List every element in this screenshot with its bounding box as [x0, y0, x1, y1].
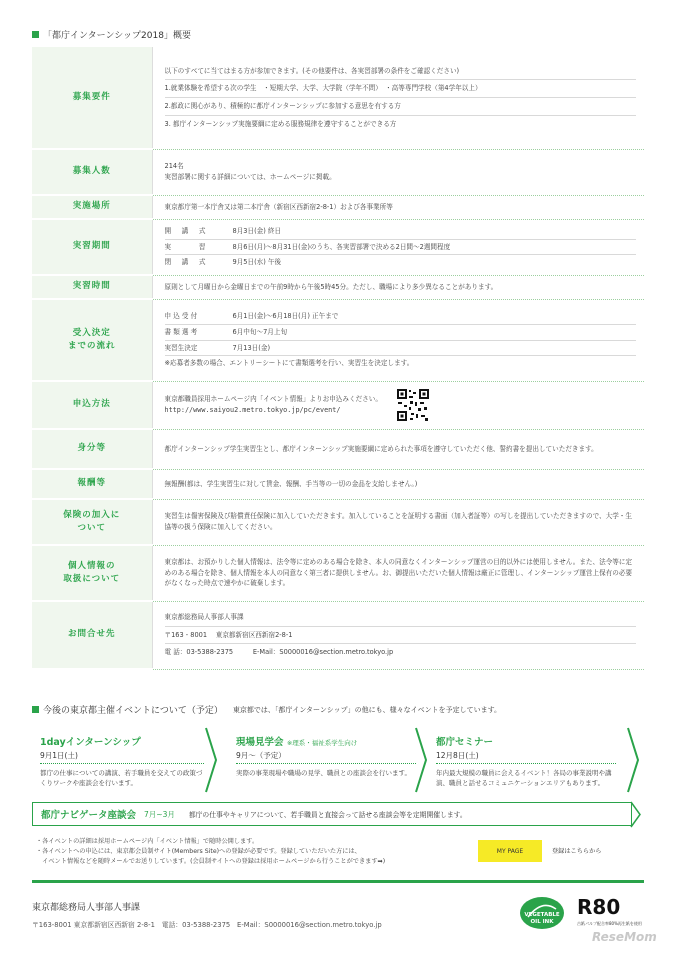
period-label: 実習期間: [32, 219, 152, 275]
privacy-label: 個人情報の 取扱について: [32, 545, 152, 601]
count-content: 214名 実習部署に関する詳細については、ホームページに掲載。: [152, 149, 644, 195]
chevron-right-icon: [414, 727, 428, 793]
insurance-content: 実習生は傷害保険及び賠償責任保険に加入していただきます。加入していることを証明する書面（加入者証等）の写しを提出していただきますので、大学・生協等の扱う保険に加入してください。: [152, 499, 644, 545]
contact-label: お問合せ先: [32, 601, 152, 669]
event-notes: ・各イベントの詳細は採用ホームページ内「イベント情報」で随時公開します。 ・各イベントへの申込には、東京都会員制サイト(Members Site)への登録が必要です。登録していただいた方には、 イベント情報などを随時メールでお送りしています。(会員制サイトへの登録は採用ホームページから行うことができます➡): [36, 838, 386, 865]
footer-address: 〒163-8001 東京都新宿区西新宿 2-8-1 電話：03-5388-2375 E-Mail：S0000016@section.metro.tokyo.jp: [32, 921, 382, 929]
privacy-content: 東京都は、お預かりした個人情報は、法令等に定めのある場合を除き、本人の同意なくインターンシップ運営の目的以外には使用しません。また、法令等に定めのある場合を除き、個人情報を本人の同意なく第三者に提供しません。お、御提出いただいた個人情報は厳正に管理し、インターンシップ運営上保有の必要がなくなった時点で速やかに破棄します。: [152, 545, 644, 601]
contact-content: 東京都総務局人事部人事課 〒163 - 8001 東京都新宿区西新宿2-8-1 電 話：03-5388-2375 E-Mail：S0000016@section.metro.tokyo.jp: [152, 601, 644, 669]
svg-text:OIL INK: OIL INK: [530, 919, 554, 925]
place-content: 東京都庁第一本庁舎又は第二本庁舎（新宿区西新宿2-8-1）および各事業所等: [152, 195, 644, 219]
flow-label: 受入決定 までの流れ: [32, 299, 152, 381]
apply-url-link[interactable]: http://www.saiyou2.metro.tokyo.jp/pc/event/: [164, 405, 341, 414]
navigator-talk-banner[interactable]: 都庁ナビゲータ座談会 7月~3月 都庁の仕事やキャリアについて、若手職員と直接会って話せる座談会等を定期開催します。: [32, 802, 632, 826]
event-card-1day[interactable]: 1dayインターンシップ 9月1日(土) 都庁の仕事についての講演、若手職員を交えての政策づくりワークや座談会を行います。: [40, 737, 203, 788]
pay-content: 無報酬(都は、学生実習生に対して賃金、報酬、手当等の一切の金品を支給しません。): [152, 469, 644, 499]
overview-table: [32, 47, 644, 670]
hours-label: 実習時間: [32, 275, 152, 299]
resemom-watermark: ReseMom: [592, 930, 657, 944]
pay-label: 報酬等: [32, 469, 152, 499]
outline-heading: 「都庁インターンシップ2018」概要: [32, 28, 191, 41]
chevron-right-icon: [204, 727, 218, 793]
r80-logo: R80: [577, 895, 621, 919]
footer-org: 東京都総務局人事部人事課: [32, 903, 141, 913]
events-heading: 今後の東京都主催イベントについて（予定） 東京都では、「都庁インターンシップ」の他にも、様々なイベントを予定しています。: [32, 703, 501, 716]
footer-divider: [32, 880, 644, 883]
requirements-label: 募集要件: [32, 47, 152, 149]
event-card-site-visit[interactable]: 現場見学会 ※理系・福祉系学生向け 9月～（予定） 実際の事業現場や職場の見学、職員との座談会を行います。: [228, 728, 424, 792]
hours-content: 原則として月曜日から金曜日までの午前9時から午後5時45分。ただし、職場により多少異なることがあります。: [152, 275, 644, 299]
square-bullet-icon: [32, 31, 39, 38]
qr-code-icon[interactable]: [396, 388, 430, 422]
apply-label: 申込方法: [32, 381, 152, 429]
insurance-label: 保険の加入に ついて: [32, 499, 152, 545]
my-page-button[interactable]: MY PAGE: [478, 840, 542, 862]
vegetable-oil-ink-logo: [518, 895, 566, 931]
status-content: 都庁インターンシップ学生実習生とし、都庁インターンシップ実施要綱に定められた事項を遵守していただく他、誓約書を提出していただきます。: [152, 429, 644, 469]
svg-text:VEGETABLE: VEGETABLE: [524, 912, 560, 918]
register-link[interactable]: 登録はこちらから: [552, 848, 602, 855]
count-label: 募集人数: [32, 149, 152, 195]
square-bullet-icon: [32, 706, 39, 713]
period-content: 開 講 式 8月3日(金) 終日 実 習 8月6日(月)～8月31日(金)のうち、各実習部署で決める2日間～2週間程度 閉 講 式 9月5日(水) 午後: [152, 219, 644, 275]
requirements-content: 以下のすべてに当てはまる方が参加できます。(その他要件は、各実習部署の条件をご確認ください) 1.就業体験を希望する次の学生 ・短期大学、大学、大学院（学年不問） ・高等専門学校（第4学年以上） 2.都政に関心があり、積極的に都庁インターンシップに参加する意思を有する方 3. 都庁インターンシップ実施要綱に定める服務規律を遵守することができる方: [152, 47, 644, 149]
r80-caption: 古紙パルプ配合率80%再生紙を使用: [577, 921, 642, 926]
apply-content: 東京都職員採用ホームページ内「イベント情報」よりお申込みください。 http://www.saiyou2.metro.tokyo.jp/pc/event/: [152, 381, 644, 429]
chevron-right-icon: [630, 801, 642, 828]
status-label: 身分等: [32, 429, 152, 469]
event-card-seminar[interactable]: 都庁セミナー 12月8日(土) 年内最大規模の職員に会えるイベント！各局の事業説明や講演、職員と話せるコミュニケーションエリアもあります。: [428, 728, 624, 792]
place-label: 実施場所: [32, 195, 152, 219]
flow-content: 申 込 受 付 6月1日(金)～6月18日(月) 正午まで 書 類 選 考 6月中旬～7月上旬 実習生決定 7月13日(金) ※応募者多数の場合、エントリーシートにて書類選考を行い、実習生を決定します。: [152, 299, 644, 381]
chevron-right-icon: [626, 727, 640, 793]
